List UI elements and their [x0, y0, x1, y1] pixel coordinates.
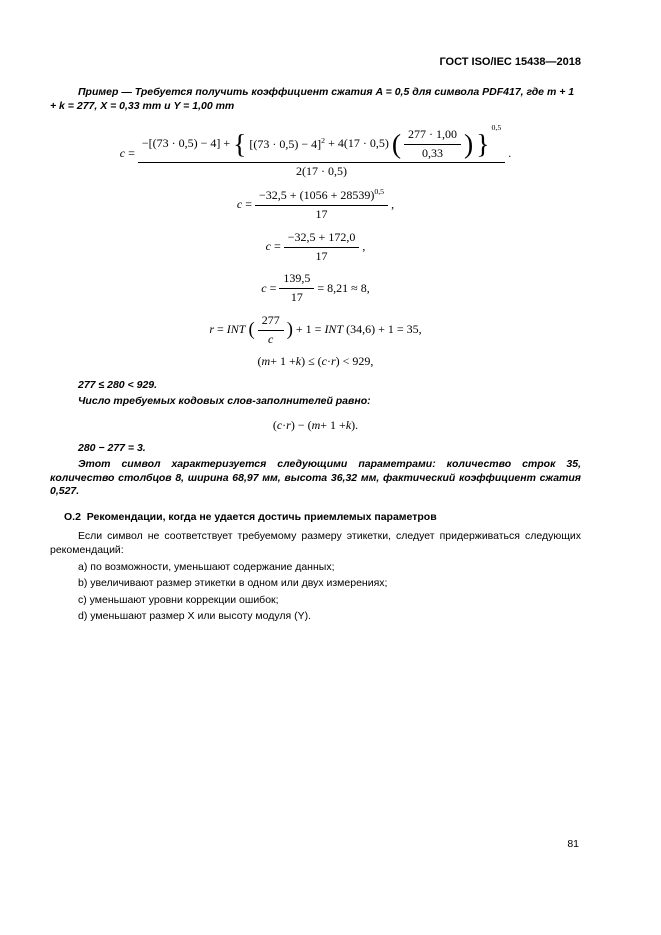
negative-term: −[(73 · 0,5) − 4] +: [141, 136, 231, 151]
open-paren: (: [248, 318, 255, 340]
equals-sign: =: [217, 322, 224, 337]
int-function: INT: [226, 322, 246, 337]
var-r: r: [209, 322, 215, 337]
middle-term: + 4(17 · 0,5): [328, 136, 389, 151]
section-number: О.2: [64, 511, 81, 524]
open-paren: (: [391, 127, 402, 159]
open-brace: {: [233, 127, 247, 159]
formula-compaction-full: [50, 122, 581, 179]
list-item: a) по возможности, уменьшают содержание данных;: [78, 560, 335, 573]
equals-sign: =: [269, 280, 277, 295]
end-punct: .: [508, 145, 512, 160]
list-item: d) уменьшают размер X или высоту модуля (Y).: [78, 610, 312, 623]
end-punct: ,: [362, 239, 366, 254]
inequality-result-line: 277 ≤ 280 < 929.: [78, 379, 158, 392]
page-header: [50, 56, 581, 68]
inner-fraction: $\frac{277 \cdot 1,00}{0,33}$: [404, 128, 461, 161]
formula-filler: ( c · r ) − ( m + 1 + k ).: [272, 418, 359, 432]
recommendations-list: [50, 560, 581, 624]
formula-step-3: c = $\frac{-32,5 + 172,0}{17}$ ,: [265, 229, 366, 263]
end-punct: ,: [391, 197, 395, 211]
page-number: 81: [567, 838, 579, 850]
formula-step-4: c = $\frac{139,5}{17}$ = 8,21 ≈ 8,: [261, 271, 370, 305]
equals-sign: =: [245, 197, 253, 211]
var-c: c: [265, 239, 271, 254]
equals-sign: =: [128, 145, 135, 160]
int-function: INT: [324, 322, 344, 337]
difference-line: 280 − 277 = 3.: [78, 441, 146, 454]
close-paren: ): [464, 127, 474, 159]
list-item: c) уменьшают уровни коррекции ошибок;: [78, 593, 279, 606]
formula-step-2: c = $\frac{-32,5 + (1056 + 28539)^{0,5}}{17}$ ,: [236, 187, 395, 221]
formula-inequality: ( m + 1 + k ) ≤ ( c · r ) < 929,: [257, 354, 374, 369]
equals-sign: =: [274, 239, 281, 254]
section-o2-heading: [64, 511, 581, 523]
close-paren: ): [286, 318, 293, 340]
main-fraction: [138, 122, 505, 179]
squared-term: $[(73 \cdot 0,5) - 4]^2$: [249, 135, 326, 151]
list-item: b) увеличивают размер этикетки в одном или двух измерениях;: [78, 577, 388, 590]
outer-exponent: 0,5: [491, 122, 502, 132]
close-brace: }: [476, 127, 490, 159]
example-paragraph: Пример — Требуется получить коэффициент сжатия A = 0,5 для символа PDF417, где m + 1 + k = 277, X = 0,33 mm и Y = 1,00 mm: [50, 86, 575, 112]
formulas-area: [50, 122, 581, 370]
var-c: c: [261, 280, 267, 295]
denominator: 2(17 · 0,5): [296, 164, 348, 179]
var-c: c: [119, 145, 126, 160]
var-c: c: [236, 197, 243, 211]
section-title: Рекомендации, когда не удается достичь приемлемых параметров: [86, 511, 437, 524]
symbol-parameters-paragraph: Этот символ характеризуется следующими параметрами: количество строк 35, количество столбцов 8, ширина 68,97 мм, высота 36,32 мм, фактический коэффициент сжатия 0,527.: [50, 457, 581, 498]
doc-number: ГОСТ ISO/IEC 15438—2018: [439, 56, 581, 68]
formula-rows: r = INT ( $\frac{277}{c}$ ) + 1 = INT (34,6) + 1 = 35,: [209, 312, 422, 346]
result-text: = 8,21 ≈ 8,: [317, 280, 370, 295]
result-text: (34,6) + 1 = 35,: [346, 322, 422, 337]
recommendations-intro: Если символ не соответствует требуемому размеру этикетки, следует придерживаться следующих рекомендаций:: [50, 530, 581, 557]
filler-intro-line: Число требуемых кодовых слов-заполнителей равно:: [78, 395, 371, 408]
